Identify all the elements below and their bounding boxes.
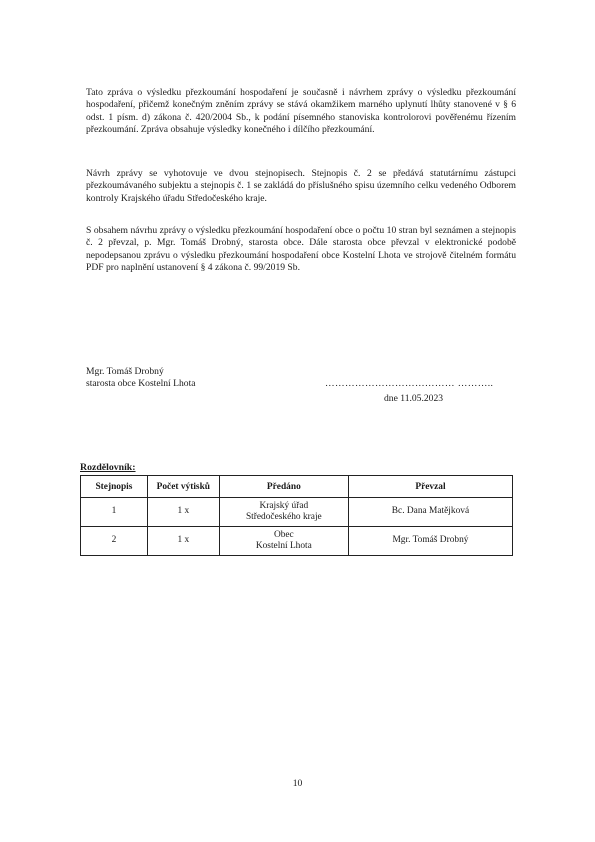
header-received-by: Převzal (348, 476, 512, 498)
distribution-title: Rozdělovník: (80, 462, 136, 473)
signature-line: ………………………………… ……….. (325, 378, 494, 389)
handed-to-line1: Krajský úřad (259, 500, 309, 511)
cell-handed-to (219, 498, 348, 527)
header-count: Počet výtisků (147, 476, 219, 498)
signatory-role: starosta obce Kostelní Lhota (86, 378, 196, 390)
table-header-row (81, 476, 513, 498)
table-row (81, 498, 513, 527)
cell-received-by: Bc. Dana Matějková (348, 498, 512, 527)
paragraph-report-status: Tato zpráva o výsledku přezkoumání hospodaření je současně i návrhem zprávy o výsledku přezkoumání hospodaření, přičemž konečným zněním zprávy se stává okamžikem marného uplynutí lhůty stanovené v § 6 odst. 1 písm. d) zákona č. 420/2004 Sb., k podání písemného stanoviska kontrolorovi pověřenému řízením přezkoumání. Zpráva obsahuje výsledky konečného i dílčího přezkoumání. (86, 87, 516, 136)
signatory-name: Mgr. Tomáš Drobný (86, 366, 164, 377)
signature-block (86, 366, 196, 391)
paragraph-copies: Návrh zprávy se vyhotovuje ve dvou stejnopisech. Stejnopis č. 2 se předává statutárnímu zástupci přezkoumávaného subjektu a stejnopis č. 1 se zakládá do příslušného spisu územního celku vedeného Odborem kontroly Krajského úřadu Středočeského kraje. (86, 168, 516, 204)
handed-to-line2: Kostelní Lhota (255, 541, 312, 551)
header-handed-to: Předáno (219, 476, 348, 498)
header-copy: Stejnopis (81, 476, 148, 498)
signature-date: dne 11.05.2023 (384, 393, 444, 404)
handed-to-line1: Obec (273, 529, 294, 540)
cell-received-by: Mgr. Tomáš Drobný (348, 527, 512, 556)
cell-copy: 1 (81, 498, 148, 527)
distribution-table (80, 475, 513, 556)
cell-count: 1 x (147, 527, 219, 556)
table-row (81, 527, 513, 556)
page-number: 10 (292, 778, 303, 789)
handed-to-line2: Středočeského kraje (245, 512, 322, 522)
cell-count: 1 x (147, 498, 219, 527)
cell-copy: 2 (81, 527, 148, 556)
paragraph-acknowledgement: S obsahem návrhu zprávy o výsledku přezkoumání hospodaření obce o počtu 10 stran byl seznámen a stejnopis č. 2 převzal, p. Mgr. Tomáš Drobný, starosta obce. Dále starosta obce převzal v elektronické podobě nepodepsanou zprávu o výsledku přezkoumání hospodaření obce Kostelní Lhota ve strojově čitelném formátu PDF pro naplnění ustanovení § 4 zákona č. 99/2019 Sb. (86, 225, 516, 274)
cell-handed-to (219, 527, 348, 556)
